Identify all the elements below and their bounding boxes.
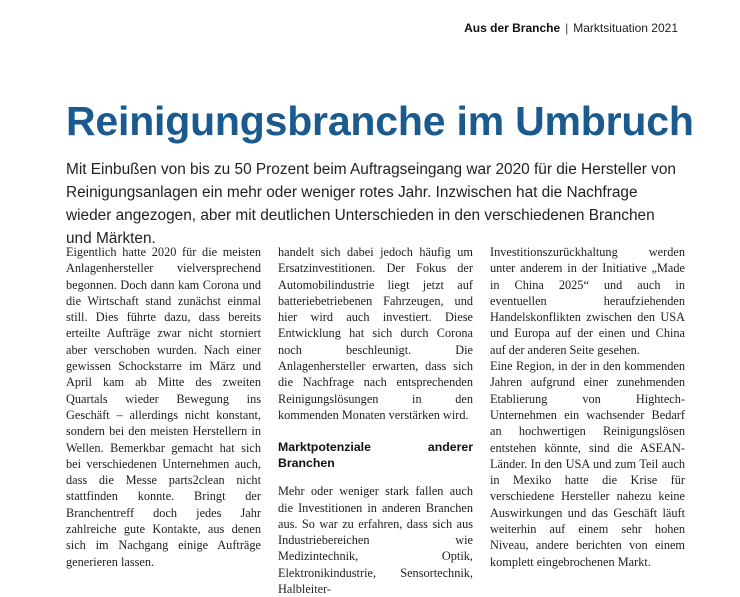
header-separator: | [565, 21, 569, 35]
paragraph: Investitionszurückhaltung werden unter anderem in der Initiative „Made in China 2025“ und auch in eventuellen heraufziehenden Handelskonflikten zwischen den USA und Europa auf der einen und China auf der anderen Seite gesehen. [490, 245, 685, 357]
body-column-2 [278, 244, 473, 597]
paragraph: Eine Region, in der in den kommenden Jahren aufgrund einer zunehmenden Etablierung von Hightech-Unternehmen ein wachsender Bedarf an hochwertigen Reinigungslösen entstehen könnte, sind die ASEAN-Länder. In den USA und zum Teil auch in Mexiko hatte die Krise für verschiedene Hersteller nahezu keine Auswirkungen und das Geschäft läuft weiterhin auf einem sehr hohen Niveau, andere berichten von einem komplett eingebrochenen Markt. [490, 359, 685, 569]
topic-label: Marktsituation 2021 [573, 21, 678, 35]
section-label: Aus der Branche [464, 21, 561, 35]
paragraph: Eigentlich hatte 2020 für die meisten Anlagenhersteller vielversprechend begonnen. Doch dann kam Corona und die Wirtschaft stand zunächst einmal still. Dies führte dazu, dass bereits erteilte Aufträge zwar nicht storniert aber verschoben wurden. Nach einer gewissen Schockstarre im März und April kam ab Mitte des zweiten Quartals wieder Bewegung ins Geschäft – allerdings nicht konstant, sondern bei den meisten Herstellern in Wellen. Bemerkbar gemacht hat sich bei verschiedenen Unternehmen auch, dass die Messe parts2clean nicht stattfinden konnte. Bringt der Branchentreff doch jedes Jahr zahlreiche gute Kontakte, aus denen sich im Nachgang einige Aufträge generieren lassen. [66, 245, 261, 569]
running-header [464, 21, 678, 35]
body-column-3 [490, 244, 685, 570]
subheading: Marktpotenziale anderer Branchen [278, 440, 473, 471]
article-title: Reinigungsbranche im Umbruch [66, 98, 694, 144]
article-lead: Mit Einbußen von bis zu 50 Prozent beim Auftragseingang war 2020 für die Hersteller von Reinigungsanlagen ein mehr oder weniger rotes Jahr. Inzwischen hat die Nachfrage wieder angezogen, aber mit deutlichen Unterschieden in den verschiedenen Branchen und Märkten. [66, 161, 676, 247]
body-column-1 [66, 244, 261, 570]
paragraph: handelt sich dabei jedoch häufig um Ersatzinvestitionen. Der Fokus der Automobilindustrie liegt jetzt auf batteriebetriebenen Fahrzeugen, und hier wird auch investiert. Diese Entwicklung hat sich durch Corona noch beschleunigt. Die Anlagenhersteller erwarten, dass sich die Nachfrage nach entsprechenden Reinigungslösungen in den kommenden Monaten verstärken wird. [278, 245, 473, 422]
paragraph: Mehr oder weniger stark fallen auch die Investitionen in anderen Branchen aus. So war zu erfahren, dass sich aus Industriebereichen wie Medizintechnik, Optik, Elektronikindustrie, Sensortechnik, Halbleiter- [278, 484, 473, 597]
